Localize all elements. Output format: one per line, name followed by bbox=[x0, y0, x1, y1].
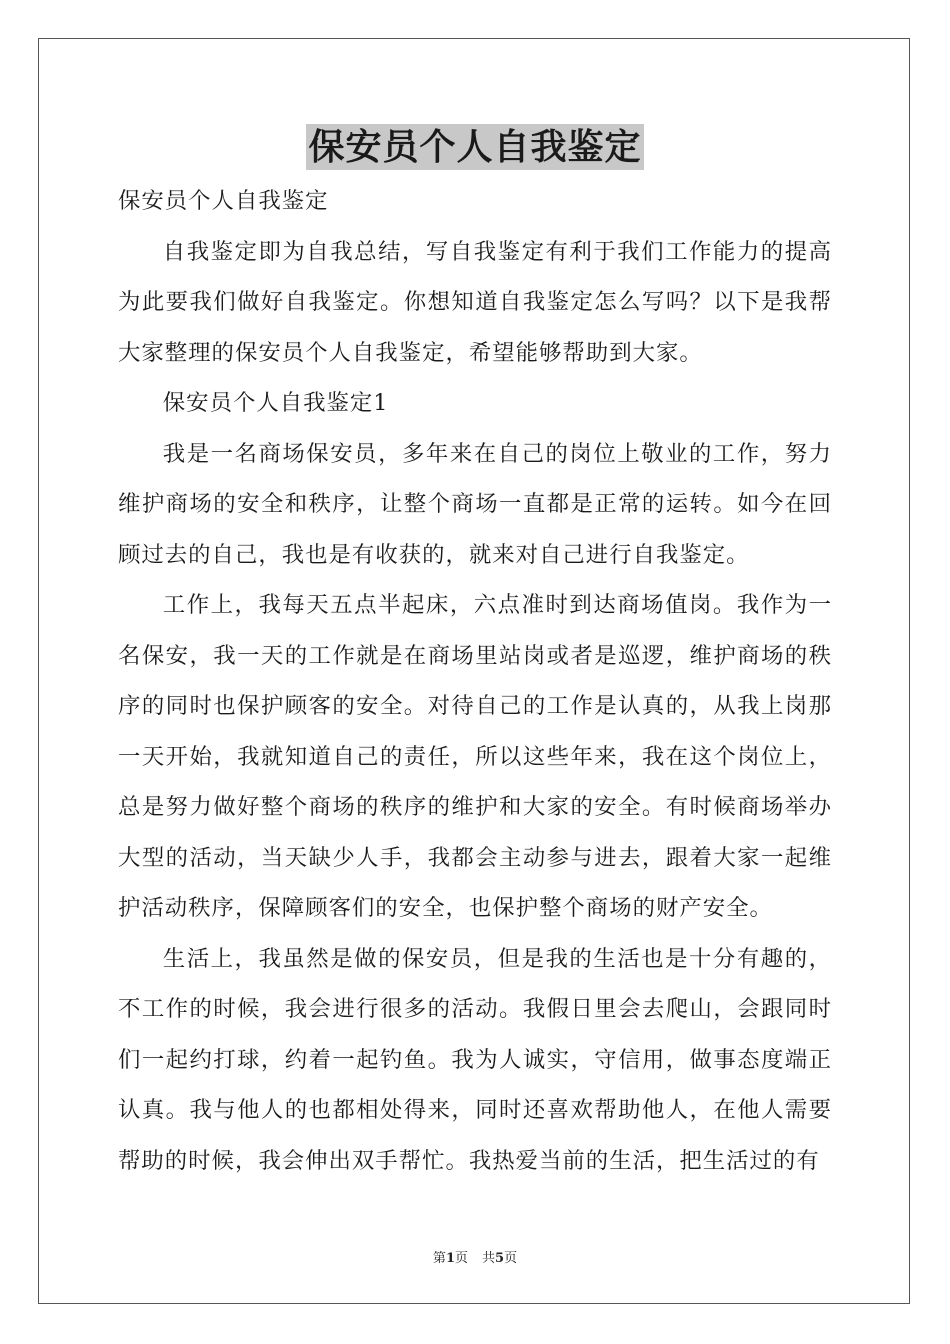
total-unit: 页 bbox=[504, 1251, 518, 1266]
page-prefix: 第 bbox=[432, 1251, 446, 1266]
document-title: 保安员个人自我鉴定 bbox=[308, 126, 642, 168]
section-heading: 保安员个人自我鉴定1 bbox=[162, 390, 389, 416]
page-footer bbox=[0, 1247, 950, 1266]
paragraph-body: 我是一名商场保安员，多年来在自己的岗位上敬业的工作，努力维护商场的安全和秩序，让整个商场一直都是正常的运转。如今在回顾过去的自己，我也是有收获的，就来对自己进行自我鉴定。 bbox=[118, 440, 832, 568]
page-current: 1 bbox=[445, 1251, 455, 1266]
page-unit: 页 bbox=[454, 1251, 468, 1266]
paragraph-body: 工作上，我每天五点半起床，六点准时到达商场值岗。我作为一名保安，我一天的工作就是在商场里站岗或者是巡逻，维护商场的秩序的同时也保护顾客的安全。对待自己的工作是认真的，从我上岗那一天开始，我就知道自己的责任，所以这些年来，我在这个岗位上，总是努力做好整个商场的秩序的维护和大家的安全。有时候商场举办大型的活动，当天缺少人手，我都会主动参与进去，跟着大家一起维护活动秩序，保障顾客们的安全，也保护整个商场的财产安全。 bbox=[118, 592, 832, 921]
paragraph-body: 生活上，我虽然是做的保安员，但是我的生活也是十分有趣的，不工作的时候，我会进行很多的活动。我假日里会去爬山，会跟同时们一起约打球，约着一起钓鱼。我为人诚实，守信用，做事态度端正认真。我与他人的也都相处得来，同时还喜欢帮助他人，在他人需要帮助的时候，我会伸出双手帮忙。我热爱当前的生活，把生活过的有 bbox=[118, 945, 832, 1174]
total-prefix: 共 bbox=[482, 1251, 496, 1266]
paragraph-intro: 自我鉴定即为自我总结，写自我鉴定有利于我们工作能力的提高为此要我们做好自我鉴定。你想知道自我鉴定怎么写吗？以下是我帮大家整理的保安员个人自我鉴定，希望能够帮助到大家。 bbox=[118, 238, 832, 366]
document-body bbox=[118, 176, 832, 1186]
page-total: 5 bbox=[495, 1251, 505, 1266]
document-subtitle: 保安员个人自我鉴定 bbox=[118, 188, 329, 214]
title-container bbox=[0, 124, 950, 170]
